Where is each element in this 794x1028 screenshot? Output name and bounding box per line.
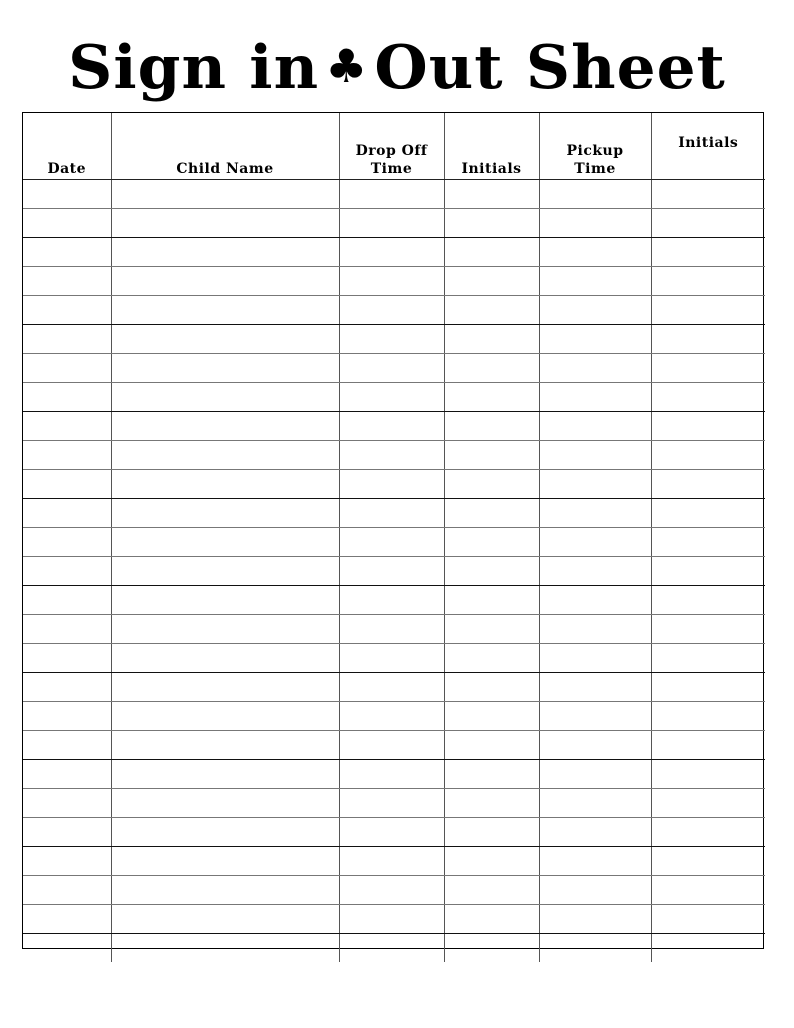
table-row <box>23 847 765 876</box>
drop-off-time-cell[interactable] <box>339 934 444 963</box>
drop-off-time-cell[interactable] <box>339 209 444 238</box>
drop-off-initials-cell[interactable] <box>444 325 539 354</box>
drop-off-initials-cell[interactable] <box>444 760 539 789</box>
table-row <box>23 412 765 441</box>
pickup-time-cell[interactable] <box>539 470 651 499</box>
child-name-cell[interactable] <box>111 499 339 528</box>
child-name-cell[interactable] <box>111 412 339 441</box>
date-cell[interactable] <box>23 731 111 760</box>
pickup-time-cell[interactable] <box>539 557 651 586</box>
drop-off-initials-cell[interactable] <box>444 180 539 209</box>
drop-off-time-cell[interactable] <box>339 702 444 731</box>
table-row <box>23 760 765 789</box>
table-row <box>23 934 765 963</box>
pickup-time-cell[interactable] <box>539 325 651 354</box>
table-row <box>23 731 765 760</box>
pickup-time-cell[interactable] <box>539 789 651 818</box>
drop-off-initials-cell[interactable] <box>444 383 539 412</box>
child-name-cell[interactable] <box>111 238 339 267</box>
pickup-initials-cell[interactable] <box>651 267 765 296</box>
drop-off-initials-cell[interactable] <box>444 586 539 615</box>
table-row <box>23 267 765 296</box>
drop-off-initials-cell[interactable] <box>444 818 539 847</box>
pickup-time-cell[interactable] <box>539 209 651 238</box>
drop-off-initials-cell[interactable] <box>444 789 539 818</box>
drop-off-time-cell[interactable] <box>339 847 444 876</box>
drop-off-time-cell[interactable] <box>339 789 444 818</box>
drop-off-time-cell[interactable] <box>339 876 444 905</box>
pickup-initials-cell[interactable] <box>651 702 765 731</box>
drop-off-time-cell[interactable] <box>339 905 444 934</box>
pickup-initials-cell[interactable] <box>651 847 765 876</box>
drop-off-initials-cell[interactable] <box>444 847 539 876</box>
pickup-time-cell[interactable] <box>539 180 651 209</box>
table-row <box>23 644 765 673</box>
child-name-cell[interactable] <box>111 905 339 934</box>
drop-off-initials-cell[interactable] <box>444 267 539 296</box>
pickup-time-cell[interactable] <box>539 238 651 267</box>
table-body <box>23 180 765 963</box>
pickup-initials-cell[interactable] <box>651 789 765 818</box>
table-row <box>23 383 765 412</box>
header-child-name: Child Name <box>111 113 339 180</box>
drop-off-time-cell[interactable] <box>339 470 444 499</box>
child-name-cell[interactable] <box>111 847 339 876</box>
child-name-cell[interactable] <box>111 180 339 209</box>
date-cell[interactable] <box>23 354 111 383</box>
child-name-cell[interactable] <box>111 296 339 325</box>
table-row <box>23 557 765 586</box>
drop-off-initials-cell[interactable] <box>444 499 539 528</box>
date-cell[interactable] <box>23 238 111 267</box>
pickup-initials-cell[interactable] <box>651 644 765 673</box>
drop-off-time-cell[interactable] <box>339 499 444 528</box>
pickup-initials-cell[interactable] <box>651 209 765 238</box>
pickup-initials-cell[interactable] <box>651 818 765 847</box>
table-row <box>23 209 765 238</box>
pickup-initials-cell[interactable] <box>651 354 765 383</box>
drop-off-initials-cell[interactable] <box>444 441 539 470</box>
table-row <box>23 296 765 325</box>
date-cell[interactable] <box>23 615 111 644</box>
drop-off-time-cell[interactable] <box>339 818 444 847</box>
drop-off-time-cell[interactable] <box>339 586 444 615</box>
pickup-initials-cell[interactable] <box>651 615 765 644</box>
pickup-time-cell[interactable] <box>539 760 651 789</box>
child-name-cell[interactable] <box>111 354 339 383</box>
drop-off-initials-cell[interactable] <box>444 209 539 238</box>
drop-off-initials-cell[interactable] <box>444 876 539 905</box>
pickup-time-cell[interactable] <box>539 528 651 557</box>
child-name-cell[interactable] <box>111 673 339 702</box>
pickup-initials-cell[interactable] <box>651 412 765 441</box>
child-name-cell[interactable] <box>111 760 339 789</box>
pickup-time-cell[interactable] <box>539 644 651 673</box>
child-name-cell[interactable] <box>111 557 339 586</box>
date-cell[interactable] <box>23 934 111 963</box>
child-name-cell[interactable] <box>111 818 339 847</box>
pickup-initials-cell[interactable] <box>651 383 765 412</box>
date-cell[interactable] <box>23 760 111 789</box>
date-cell[interactable] <box>23 499 111 528</box>
pickup-time-cell[interactable] <box>539 702 651 731</box>
pickup-initials-cell[interactable] <box>651 470 765 499</box>
drop-off-time-cell[interactable] <box>339 673 444 702</box>
date-cell[interactable] <box>23 644 111 673</box>
title-sign-in: Sign in <box>68 33 320 103</box>
table-row <box>23 586 765 615</box>
table-row <box>23 354 765 383</box>
pickup-time-cell[interactable] <box>539 354 651 383</box>
drop-off-initials-cell[interactable] <box>444 905 539 934</box>
date-cell[interactable] <box>23 876 111 905</box>
pickup-time-cell[interactable] <box>539 586 651 615</box>
drop-off-time-cell[interactable] <box>339 383 444 412</box>
drop-off-time-cell[interactable] <box>339 325 444 354</box>
drop-off-time-cell[interactable] <box>339 180 444 209</box>
pickup-time-cell[interactable] <box>539 615 651 644</box>
log-table <box>23 113 765 962</box>
drop-off-time-cell[interactable] <box>339 296 444 325</box>
pickup-time-cell[interactable] <box>539 847 651 876</box>
drop-off-time-cell[interactable] <box>339 644 444 673</box>
child-name-cell[interactable] <box>111 470 339 499</box>
drop-off-initials-cell[interactable] <box>444 412 539 441</box>
date-cell[interactable] <box>23 470 111 499</box>
club-suit-icon: ♣ <box>325 39 369 93</box>
date-cell[interactable] <box>23 325 111 354</box>
child-name-cell[interactable] <box>111 441 339 470</box>
drop-off-initials-cell[interactable] <box>444 644 539 673</box>
date-cell[interactable] <box>23 905 111 934</box>
date-cell[interactable] <box>23 528 111 557</box>
child-name-cell[interactable] <box>111 615 339 644</box>
drop-off-time-cell[interactable] <box>339 354 444 383</box>
date-cell[interactable] <box>23 267 111 296</box>
pickup-initials-cell[interactable] <box>651 876 765 905</box>
table-row <box>23 876 765 905</box>
drop-off-time-cell[interactable] <box>339 731 444 760</box>
child-name-cell[interactable] <box>111 789 339 818</box>
pickup-initials-cell[interactable] <box>651 441 765 470</box>
drop-off-initials-cell[interactable] <box>444 615 539 644</box>
header-pickup-time: Pickup Time <box>539 113 651 180</box>
header-drop-off-initials: Initials <box>444 113 539 180</box>
pickup-time-cell[interactable] <box>539 499 651 528</box>
pickup-time-cell[interactable] <box>539 731 651 760</box>
date-cell[interactable] <box>23 557 111 586</box>
pickup-initials-cell[interactable] <box>651 499 765 528</box>
drop-off-initials-cell[interactable] <box>444 296 539 325</box>
date-cell[interactable] <box>23 673 111 702</box>
pickup-initials-cell[interactable] <box>651 557 765 586</box>
pickup-initials-cell[interactable] <box>651 586 765 615</box>
table-row <box>23 615 765 644</box>
child-name-cell[interactable] <box>111 934 339 963</box>
date-cell[interactable] <box>23 441 111 470</box>
table-row <box>23 673 765 702</box>
header-pickup-initials: Initials <box>651 113 765 180</box>
pickup-initials-cell[interactable] <box>651 673 765 702</box>
pickup-time-cell[interactable] <box>539 267 651 296</box>
child-name-cell[interactable] <box>111 209 339 238</box>
child-name-cell[interactable] <box>111 876 339 905</box>
table-row <box>23 180 765 209</box>
pickup-initials-cell[interactable] <box>651 325 765 354</box>
header-date: Date <box>23 113 111 180</box>
child-name-cell[interactable] <box>111 731 339 760</box>
date-cell[interactable] <box>23 847 111 876</box>
table-row <box>23 470 765 499</box>
child-name-cell[interactable] <box>111 702 339 731</box>
date-cell[interactable] <box>23 412 111 441</box>
drop-off-initials-cell[interactable] <box>444 702 539 731</box>
date-cell[interactable] <box>23 209 111 238</box>
title-out-sheet: Out Sheet <box>374 33 726 103</box>
sign-in-out-table <box>22 112 764 949</box>
drop-off-time-cell[interactable] <box>339 615 444 644</box>
table-row <box>23 789 765 818</box>
table-row <box>23 905 765 934</box>
date-cell[interactable] <box>23 586 111 615</box>
date-cell[interactable] <box>23 702 111 731</box>
pickup-initials-cell[interactable] <box>651 296 765 325</box>
pickup-time-cell[interactable] <box>539 441 651 470</box>
pickup-initials-cell[interactable] <box>651 760 765 789</box>
table-row <box>23 325 765 354</box>
date-cell[interactable] <box>23 818 111 847</box>
drop-off-time-cell[interactable] <box>339 528 444 557</box>
pickup-time-cell[interactable] <box>539 296 651 325</box>
pickup-initials-cell[interactable] <box>651 528 765 557</box>
child-name-cell[interactable] <box>111 586 339 615</box>
drop-off-initials-cell[interactable] <box>444 731 539 760</box>
pickup-time-cell[interactable] <box>539 673 651 702</box>
date-cell[interactable] <box>23 296 111 325</box>
table-row <box>23 238 765 267</box>
drop-off-time-cell[interactable] <box>339 412 444 441</box>
drop-off-initials-cell[interactable] <box>444 528 539 557</box>
drop-off-initials-cell[interactable] <box>444 238 539 267</box>
drop-off-time-cell[interactable] <box>339 238 444 267</box>
drop-off-initials-cell[interactable] <box>444 557 539 586</box>
drop-off-initials-cell[interactable] <box>444 354 539 383</box>
pickup-initials-cell[interactable] <box>651 905 765 934</box>
pickup-time-cell[interactable] <box>539 934 651 963</box>
drop-off-time-cell[interactable] <box>339 760 444 789</box>
child-name-cell[interactable] <box>111 383 339 412</box>
pickup-initials-cell[interactable] <box>651 238 765 267</box>
pickup-time-cell[interactable] <box>539 905 651 934</box>
pickup-initials-cell[interactable] <box>651 180 765 209</box>
pickup-time-cell[interactable] <box>539 876 651 905</box>
pickup-time-cell[interactable] <box>539 412 651 441</box>
pickup-time-cell[interactable] <box>539 818 651 847</box>
pickup-time-cell[interactable] <box>539 383 651 412</box>
header-drop-off-time: Drop Off Time <box>339 113 444 180</box>
date-cell[interactable] <box>23 789 111 818</box>
drop-off-time-cell[interactable] <box>339 441 444 470</box>
table-row <box>23 441 765 470</box>
table-row <box>23 499 765 528</box>
table-row <box>23 528 765 557</box>
table-row <box>23 818 765 847</box>
table-row <box>23 702 765 731</box>
drop-off-initials-cell[interactable] <box>444 934 539 963</box>
drop-off-initials-cell[interactable] <box>444 470 539 499</box>
sheet-title <box>0 28 794 106</box>
child-name-cell[interactable] <box>111 325 339 354</box>
drop-off-initials-cell[interactable] <box>444 673 539 702</box>
drop-off-time-cell[interactable] <box>339 557 444 586</box>
child-name-cell[interactable] <box>111 528 339 557</box>
child-name-cell[interactable] <box>111 644 339 673</box>
date-cell[interactable] <box>23 180 111 209</box>
header-row <box>23 113 765 180</box>
date-cell[interactable] <box>23 383 111 412</box>
pickup-initials-cell[interactable] <box>651 934 765 963</box>
pickup-initials-cell[interactable] <box>651 731 765 760</box>
child-name-cell[interactable] <box>111 267 339 296</box>
drop-off-time-cell[interactable] <box>339 267 444 296</box>
